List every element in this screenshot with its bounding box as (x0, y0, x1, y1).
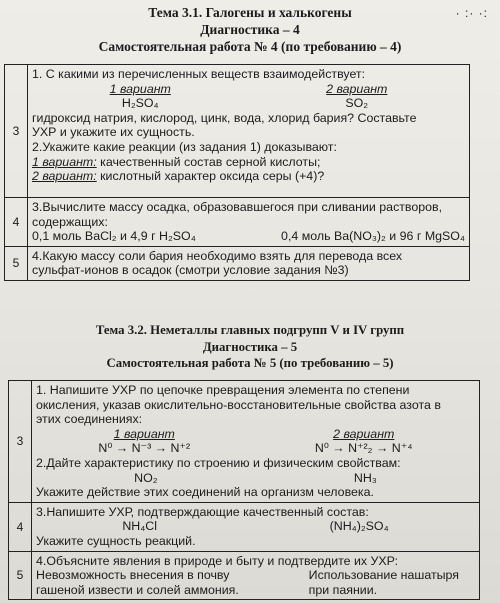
section1-table (4, 64, 470, 281)
table-row (9, 502, 480, 551)
variant-2 (315, 427, 413, 456)
variant-1-data: 0,1 моль BaCl₂ и 4,9 г H₂SO₄ (32, 229, 196, 244)
question-text: 1. Напишите УХР по цепочке превращения элемента по степени (36, 383, 410, 397)
formula: NH₄Cl (122, 519, 157, 534)
formula: (NH₄)₂SO₄ (329, 519, 389, 534)
variant-label: 2 вариант (333, 426, 395, 441)
question-text: окисления, указав окислительно-восстановительные свойства азота в (36, 397, 441, 412)
variant-label: 2 вариант: (32, 169, 97, 184)
variants (32, 82, 465, 111)
variant-2-data: 0,4 моль Ba(NO₃)₂ и 96 г MgSO₄ (281, 229, 465, 244)
task-cell (28, 198, 470, 247)
question-text: 2.Укажите какие реакции (из задания 1) доказывают: (32, 139, 337, 154)
variant-label: 1 вариант (109, 81, 171, 96)
phenomenon-text: Использование нашатыря (308, 568, 459, 583)
variants (32, 229, 465, 244)
section1-work-title: Самостоятельная работа № 4 (по требованию – 4) (98, 39, 402, 54)
table-row (9, 381, 480, 503)
formula: NH₃ (353, 470, 377, 485)
row-number: 4 (5, 198, 28, 247)
question-text: этих соединениях: (36, 412, 143, 427)
phenomenon-text: при паянии. (308, 582, 378, 597)
answer-text: кислотный характер оксида серы (+4)? (96, 169, 325, 184)
two-columns (36, 568, 475, 597)
task-cell (32, 381, 480, 503)
table-row (5, 198, 470, 247)
transformation-chain: N⁰ → N⁺²₂ → N⁺⁴ (314, 441, 413, 456)
variant-label: 1 вариант (113, 426, 175, 441)
answer-line (32, 155, 465, 170)
formulas (36, 519, 475, 534)
table-row (5, 246, 470, 280)
section2-title: Тема 3.2. Неметаллы главных подгрупп V и IV групп (95, 323, 405, 337)
task-cell (32, 502, 480, 551)
question-text: 3.Вычислите массу осадка, образовавшегося при сливании растворов, (32, 200, 443, 214)
formula: NO₂ (134, 470, 158, 485)
row-number: 4 (9, 502, 32, 551)
task-cell (32, 551, 480, 600)
table-row (5, 65, 470, 198)
question-text: 4.Объясните явления в природе и быту и подтвердите их УХР: (36, 553, 399, 568)
question-text: Укажите действие этих соединений на организм человека. (36, 485, 374, 500)
variant-2 (326, 82, 387, 111)
variants (36, 427, 475, 456)
table-row (9, 551, 480, 600)
row-number: 5 (5, 246, 28, 280)
section2-work-title: Самостоятельная работа № 5 (по требованию – 5) (106, 356, 394, 370)
formulas (36, 471, 475, 486)
question-text: 2.Дайте характеристику по строению и физическим свойствам: (36, 455, 401, 470)
left-column (36, 568, 239, 597)
row-number: 5 (9, 551, 32, 600)
row-number: 3 (9, 381, 32, 503)
section2-diagnostic: Диагностика – 5 (202, 340, 298, 354)
answer-line (32, 169, 465, 184)
question-text: содержащих: (32, 214, 108, 229)
variant-1 (98, 427, 190, 456)
phenomenon-text: Невозможность внесения в почву (36, 568, 230, 583)
variant-label: 1 вариант: (32, 154, 97, 169)
transformation-chain: N⁰ → N⁻³ → N⁺² (98, 441, 191, 456)
question-text: сульфат-ионов в осадок (смотри условие задания №3) (32, 263, 349, 278)
question-text: УХР и укажите их сущность. (32, 125, 195, 140)
variant-1 (110, 82, 171, 111)
decorative-dots: · :· ·: (455, 6, 488, 20)
question-text: 1. С какими из перечисленных веществ взаимодействует: (32, 67, 366, 81)
question-text: 3.Напишите УХР, подтверждающие качественный состав: (36, 504, 369, 519)
question-text: 4.Какую массу соли бария необходимо взять для перевода всех (32, 248, 403, 263)
phenomenon-text: гашеной извести и солей аммония. (36, 582, 239, 597)
formula: SO₂ (345, 96, 369, 111)
section1-title: Тема 3.1. Галогены и халькогены (148, 5, 352, 20)
right-column (309, 568, 459, 597)
question-text: гидроксид натрия, кислород, цинк, вода, хлорид бария? Составьте (32, 110, 417, 125)
section2-table (8, 380, 480, 600)
row-number: 3 (5, 65, 28, 198)
formula: H₂SO₄ (121, 96, 159, 111)
section1-diagnostic: Диагностика – 4 (200, 22, 300, 37)
variant-label: 2 вариант (326, 81, 388, 96)
task-cell (28, 65, 470, 198)
question-text: Укажите сущность реакций. (36, 533, 196, 548)
answer-text: качественный состав серной кислоты; (96, 154, 321, 169)
task-cell (28, 246, 470, 280)
